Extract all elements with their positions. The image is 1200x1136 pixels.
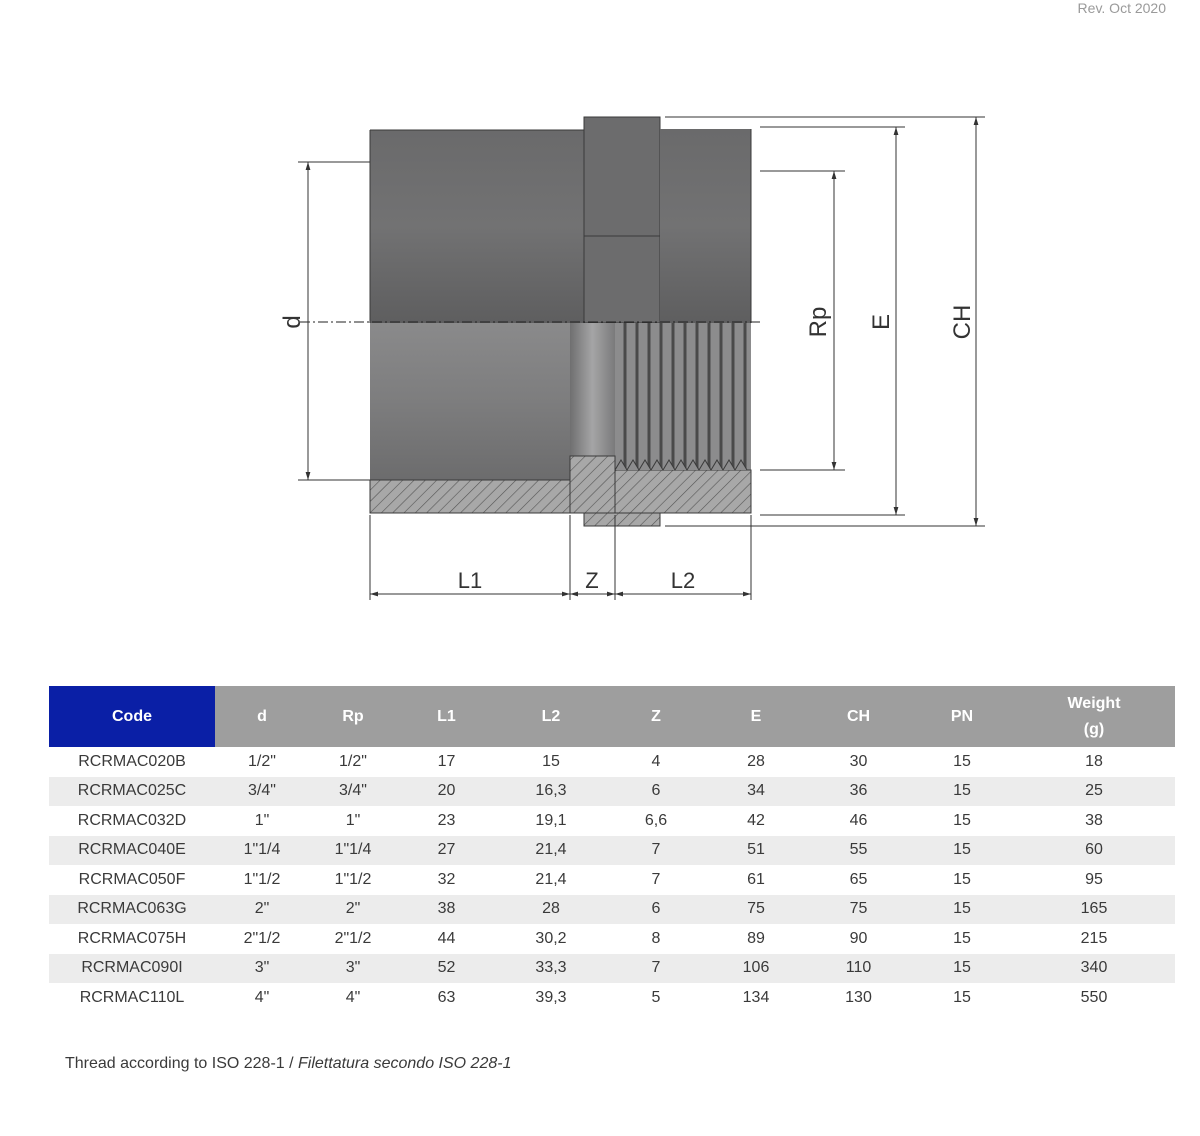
table-body	[49, 747, 1175, 1013]
table-cell: 1"1/4	[309, 836, 397, 866]
header-ch: CH	[806, 686, 911, 747]
table-cell: 15	[542, 752, 560, 770]
header-d: d	[215, 686, 309, 747]
dim-label-z: Z	[585, 568, 599, 593]
table-cell: RCRMAC110L	[79, 988, 185, 1006]
table-cell: 1"	[254, 811, 270, 829]
table-cell: 65	[849, 870, 868, 888]
table-cell: 60	[1013, 836, 1175, 866]
table-cell: 6,6	[644, 811, 668, 829]
table-cell: 1"	[345, 811, 361, 829]
table-cell: 33,3	[496, 954, 606, 984]
table-row	[49, 836, 1175, 866]
table-cell: 21,4	[535, 870, 567, 888]
table-row	[49, 865, 1175, 895]
table-cell: 44	[437, 929, 456, 947]
table-cell: 110	[806, 954, 911, 984]
table-row	[49, 895, 1175, 925]
table-cell: 7	[606, 836, 706, 866]
table-cell: 3/4"	[215, 777, 309, 807]
table-cell: 19,1	[535, 811, 567, 829]
header-code: Code	[49, 686, 215, 747]
table-cell: 3/4"	[309, 777, 397, 807]
thread-note-italic: Filettatura secondo ISO 228-1	[298, 1055, 512, 1072]
table-cell: 55	[806, 836, 911, 866]
table-cell: 89	[747, 929, 765, 947]
table-cell: 7	[651, 870, 661, 888]
table-row	[49, 806, 1175, 836]
table-cell: 15	[953, 811, 971, 829]
table-cell: 5	[651, 988, 661, 1006]
table-cell: 4	[651, 752, 661, 770]
table-cell: 52	[397, 954, 496, 984]
table-cell: 15	[911, 954, 1013, 984]
table-cell: 38	[397, 895, 496, 925]
header-e: E	[706, 686, 806, 747]
table-cell: 17	[437, 752, 456, 770]
table-cell: 27	[397, 836, 496, 866]
table-cell: 32	[437, 870, 456, 888]
table-cell: RCRMAC090I	[49, 954, 215, 984]
table-cell: 28	[496, 895, 606, 925]
header-weight-label: Weight	[1067, 694, 1121, 712]
table-row	[49, 983, 1175, 1013]
table-cell: 106	[706, 954, 806, 984]
header-rp: Rp	[309, 686, 397, 747]
table-cell: 1"1/2	[334, 870, 372, 888]
table-cell: 20	[397, 777, 496, 807]
table-cell: 2"	[215, 895, 309, 925]
table-cell: 130	[845, 988, 872, 1006]
table-cell: 2"	[309, 895, 397, 925]
table-cell: 38	[1085, 811, 1103, 829]
table-cell: 21,4	[496, 836, 606, 866]
header-l1: L1	[397, 686, 496, 747]
table-cell: 46	[849, 811, 868, 829]
table-cell: 42	[747, 811, 765, 829]
table-cell: 7	[606, 954, 706, 984]
table-cell: RCRMAC032D	[77, 811, 187, 829]
table-cell: 15	[953, 929, 971, 947]
table-cell: 3"	[309, 954, 397, 984]
table-cell: 18	[1085, 752, 1103, 770]
dim-label-l1: L1	[457, 568, 483, 593]
table-row	[49, 954, 1175, 984]
table-cell: 4"	[254, 988, 270, 1006]
thread-note	[65, 1055, 511, 1073]
table-cell: 34	[706, 777, 806, 807]
table-cell: 30	[849, 752, 868, 770]
table-cell: 2"1/2	[243, 929, 281, 947]
table-cell: RCRMAC040E	[49, 836, 215, 866]
table-cell: 75	[706, 895, 806, 925]
table-cell: 95	[1085, 870, 1103, 888]
table-cell: 15	[911, 836, 1013, 866]
header-weight-unit: (g)	[1083, 720, 1105, 738]
table-cell: 15	[911, 895, 1013, 925]
table-cell: 15	[911, 777, 1013, 807]
dimensions-table	[49, 686, 1175, 1013]
table-row	[49, 777, 1175, 807]
table-cell: 550	[1080, 988, 1108, 1006]
table-cell: 90	[849, 929, 868, 947]
dim-label-l2: L2	[670, 568, 696, 593]
table-cell: 134	[742, 988, 770, 1006]
table-cell: 75	[806, 895, 911, 925]
table-cell: RCRMAC025C	[49, 777, 215, 807]
table-cell: 6	[606, 777, 706, 807]
table-cell: 23	[437, 811, 456, 829]
table-cell: RCRMAC075H	[77, 929, 187, 947]
dim-label-d: d	[279, 315, 306, 329]
table-cell: RCRMAC050F	[78, 870, 186, 888]
table-header-row	[49, 686, 1175, 747]
table-row	[49, 924, 1175, 954]
header-z: Z	[606, 686, 706, 747]
table-row	[49, 747, 1175, 777]
table-cell: 36	[806, 777, 911, 807]
fitting-body	[300, 117, 760, 526]
table-cell: 4"	[345, 988, 361, 1006]
table-cell: 1/2"	[248, 752, 276, 770]
revision-label: Rev. Oct 2020	[1077, 0, 1166, 16]
table-cell: 1/2"	[339, 752, 367, 770]
table-cell: 51	[706, 836, 806, 866]
table-cell: 63	[437, 988, 456, 1006]
thread-note-text: Thread according to ISO 228-1 /	[65, 1055, 299, 1072]
table-cell: 16,3	[496, 777, 606, 807]
table-cell: 8	[651, 929, 661, 947]
table-cell: 3"	[215, 954, 309, 984]
header-pn: PN	[911, 686, 1013, 747]
table-cell: 30,2	[535, 929, 567, 947]
table-cell: RCRMAC020B	[78, 752, 186, 770]
table-cell: 165	[1013, 895, 1175, 925]
table-cell: 28	[747, 752, 765, 770]
dim-label-rp: Rp	[805, 306, 832, 338]
table-cell: 340	[1013, 954, 1175, 984]
table-cell: 6	[606, 895, 706, 925]
table-cell: 15	[953, 870, 971, 888]
table-cell: 25	[1013, 777, 1175, 807]
header-l2: L2	[496, 686, 606, 747]
table-cell: 215	[1080, 929, 1108, 947]
header-weight	[1013, 686, 1175, 747]
table-cell: 2"1/2	[334, 929, 372, 947]
table-cell: 39,3	[535, 988, 567, 1006]
table-cell: 1"1/2	[243, 870, 281, 888]
dim-label-e: E	[868, 313, 895, 331]
table-cell: 15	[953, 752, 971, 770]
table-cell: 61	[747, 870, 765, 888]
table-cell: RCRMAC063G	[49, 895, 215, 925]
table-cell: 15	[953, 988, 971, 1006]
table-cell: 1"1/4	[215, 836, 309, 866]
dim-label-ch: CH	[949, 304, 976, 340]
